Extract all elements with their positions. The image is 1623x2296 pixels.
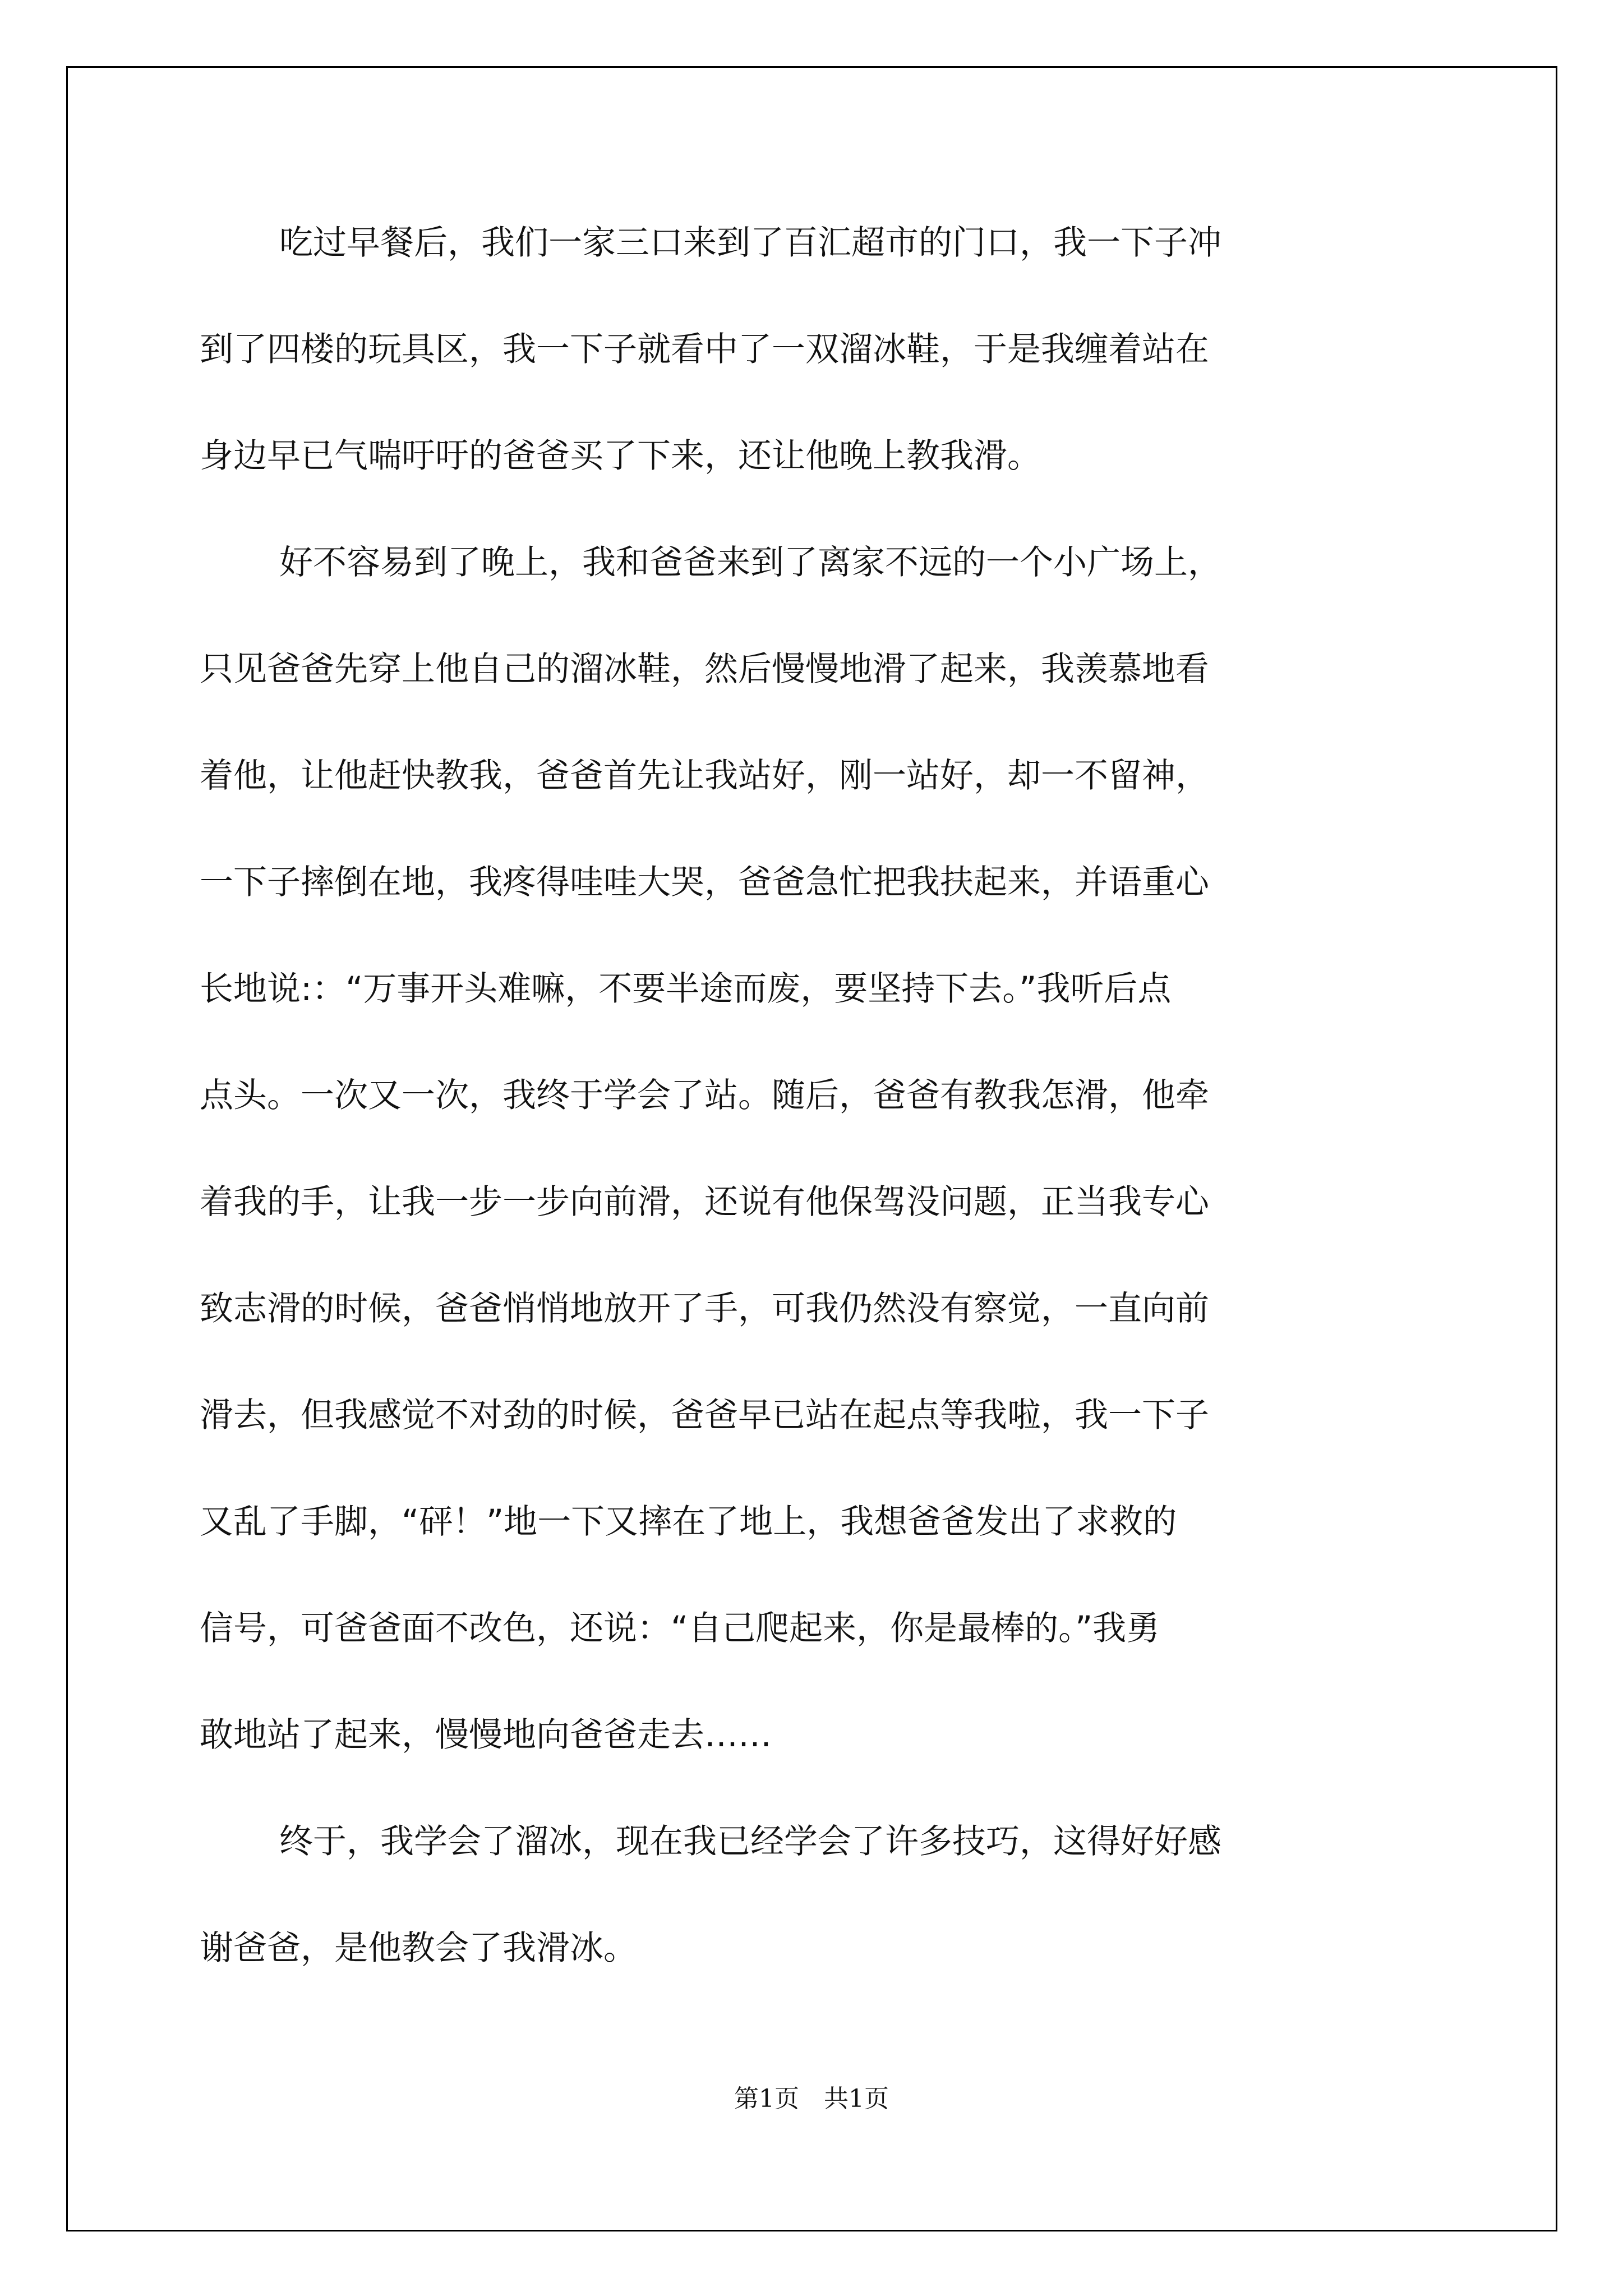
text-line: 谢爸爸，是他教会了我滑冰。 (200, 1929, 637, 1968)
text-line: 只见爸爸先穿上他自己的溜冰鞋，然后慢慢地滑了起来，我羡慕地看 (200, 650, 1209, 689)
text-line: 着他，让他赶快教我，爸爸首先让我站好，刚一站好，却一不留神， (200, 756, 1209, 795)
text-line: 点头。一次又一次，我终于学会了站。随后，爸爸有教我怎滑，他牵 (200, 1076, 1209, 1115)
text-line: 终于，我学会了溜冰，现在我已经学会了许多技巧，这得好好感 (279, 1822, 1221, 1861)
text-line: 敢地站了起来，慢慢地向爸爸走去…… (200, 1715, 772, 1755)
text-line: 滑去，但我感觉不对劲的时候，爸爸早已站在起点等我啦，我一下子 (200, 1396, 1209, 1435)
paragraph-3 (200, 1811, 1429, 2024)
paragraph-1 (200, 212, 1429, 532)
text-line: 信号，可爸爸面不改色，还说：“自己爬起来，你是最棒的。”我勇 (200, 1609, 1160, 1648)
document-body (200, 212, 1429, 2024)
text-line: 又乱了手脚，“砰！”地一下又摔在了地上，我想爸爸发出了求救的 (200, 1502, 1177, 1542)
text-line: 致志滑的时候，爸爸悄悄地放开了手，可我仍然没有察觉，一直向前 (200, 1289, 1209, 1328)
text-line: 好不容易到了晚上，我和爸爸来到了离家不远的一个小广场上， (279, 543, 1221, 582)
text-line: 到了四楼的玩具区，我一下子就看中了一双溜冰鞋，于是我缠着站在 (200, 330, 1209, 369)
text-line: 一下子摔倒在地，我疼得哇哇大哭，爸爸急忙把我扶起来，并语重心 (200, 863, 1209, 902)
text-line: 身边早已气喘吁吁的爸爸买了下来，还让他晚上教我滑。 (200, 436, 1041, 476)
page-number-footer: 第1页 共1页 (734, 2085, 889, 2113)
text-line: 长地说:：“万事开头难嘛，不要半途而废，要坚持下去。”我听后点 (200, 969, 1172, 1009)
text-line: 吃过早餐后，我们一家三口来到了百汇超市的门口，我一下子冲 (279, 223, 1221, 263)
text-line: 着我的手，让我一步一步向前滑，还说有他保驾没问题，正当我专心 (200, 1182, 1209, 1222)
paragraph-2 (200, 532, 1429, 1811)
